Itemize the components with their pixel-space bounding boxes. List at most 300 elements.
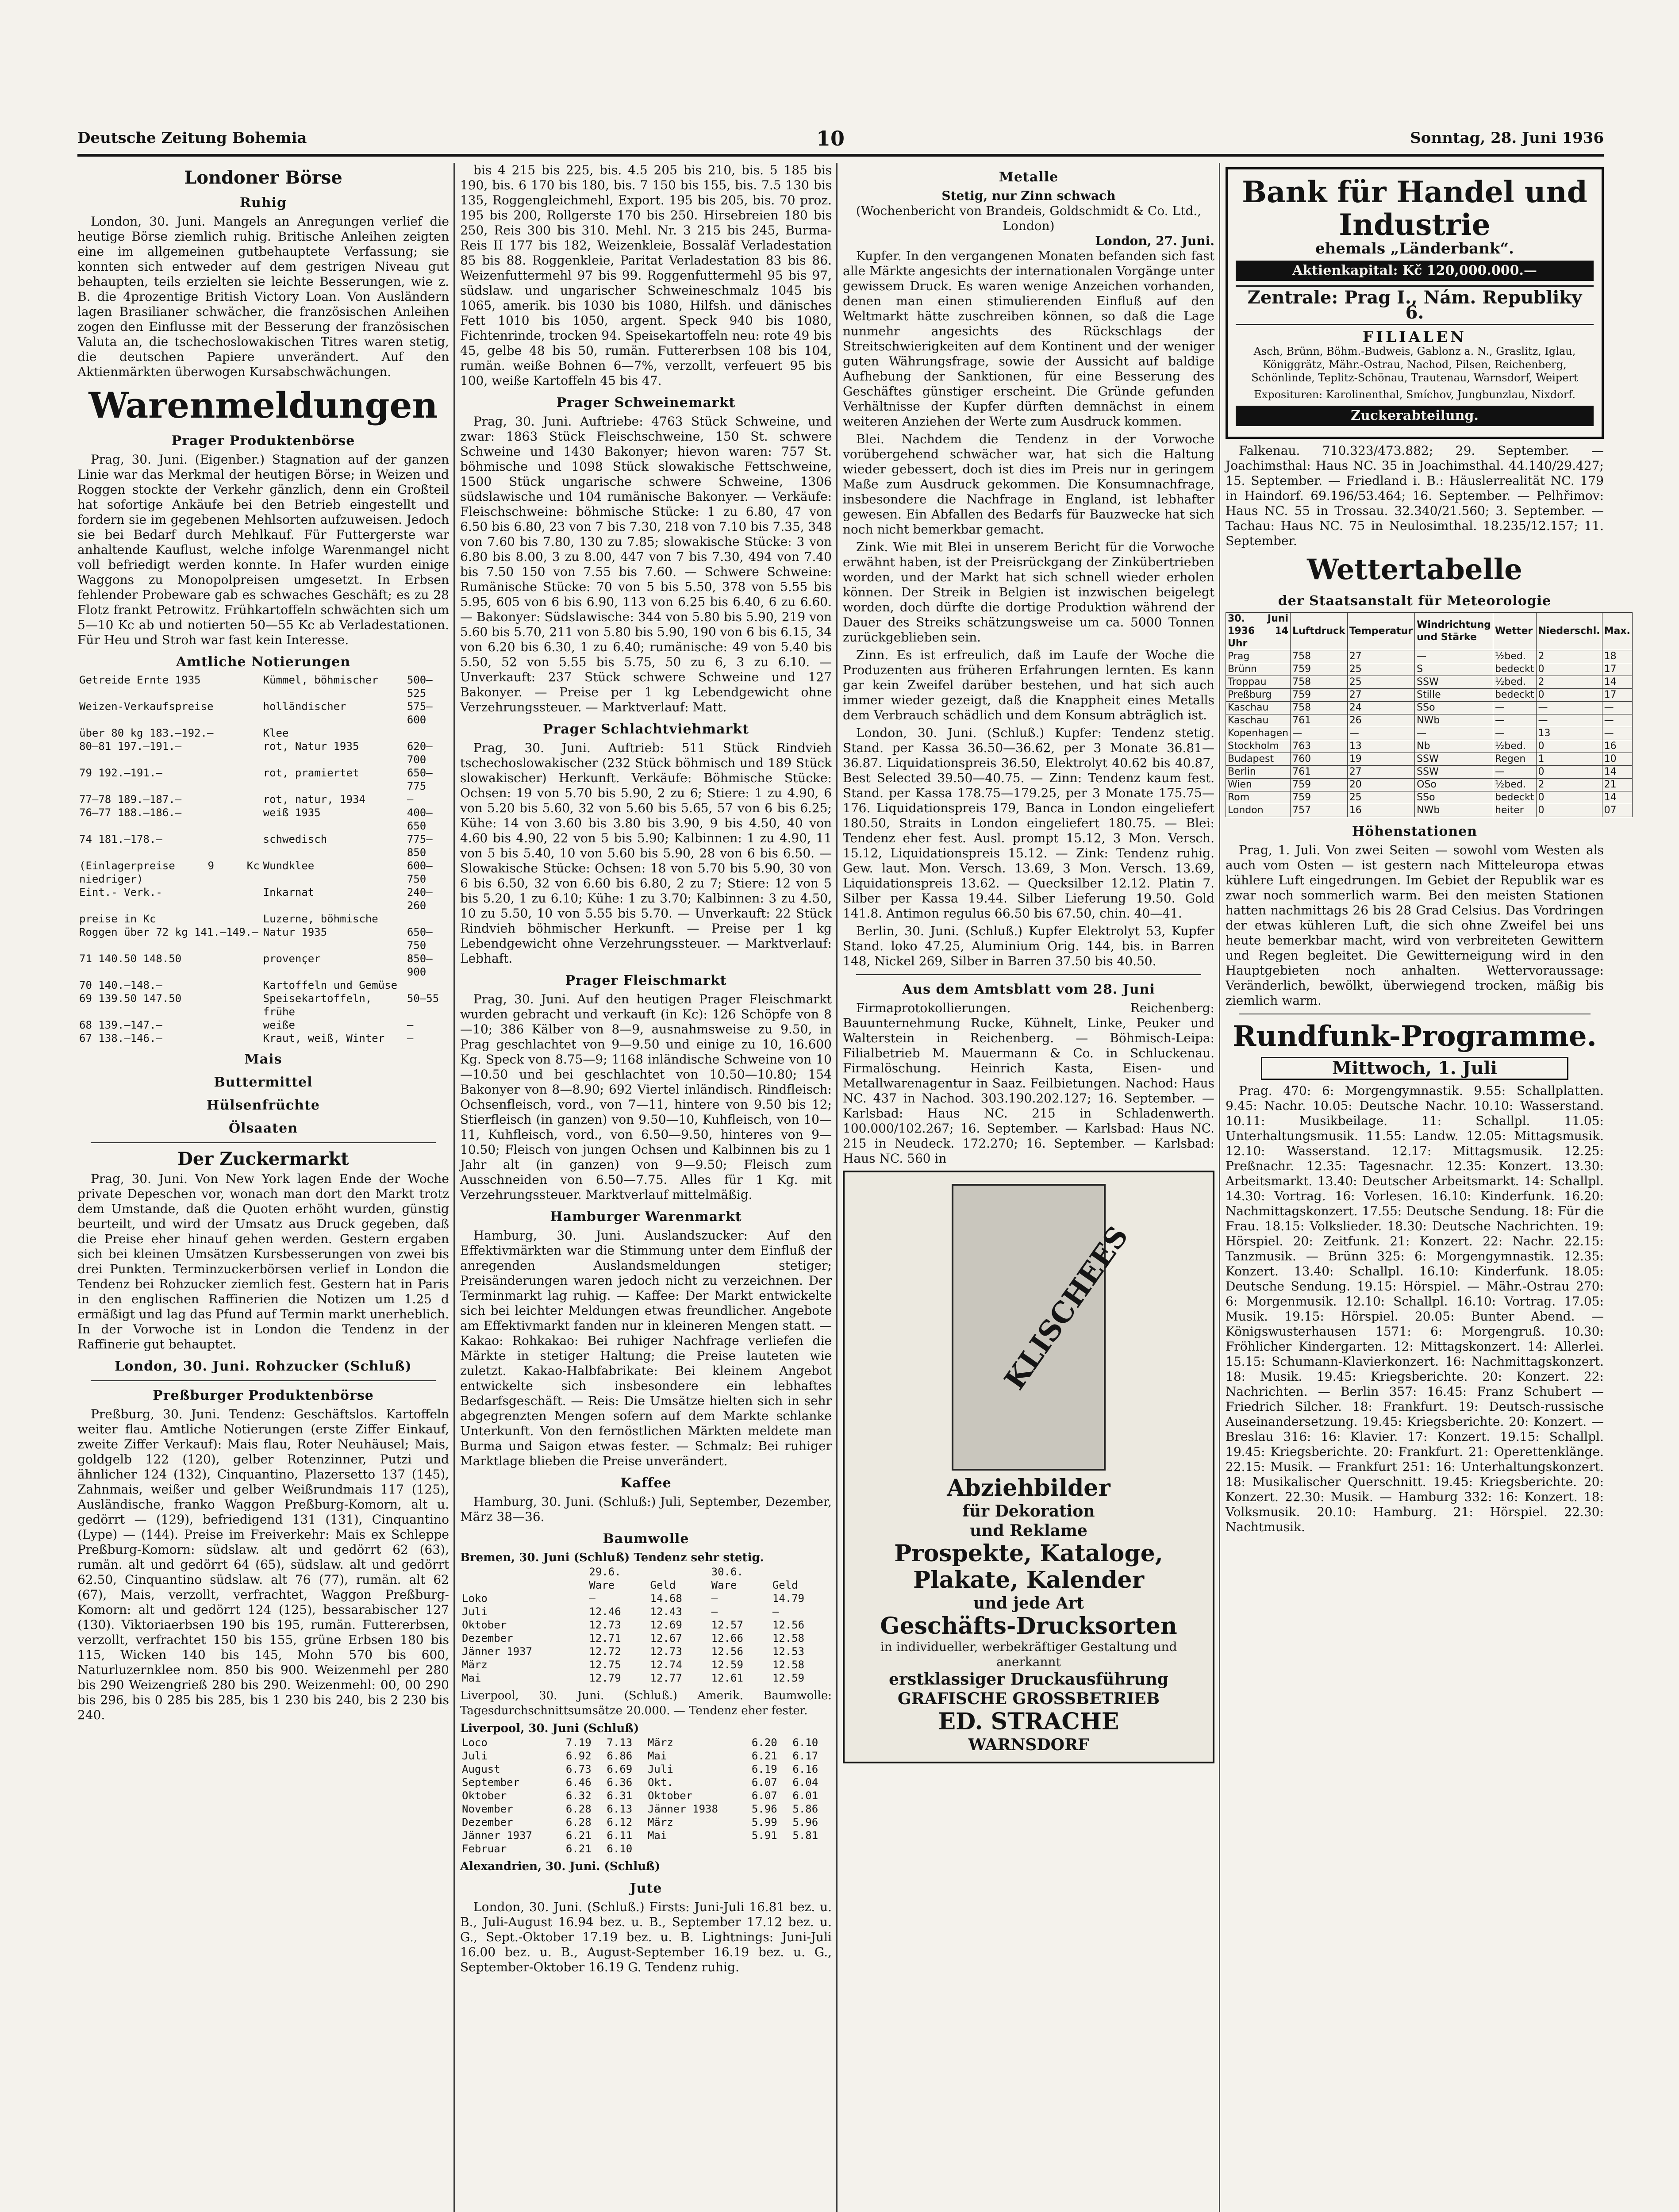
- table-cell: 12.53: [772, 1645, 805, 1658]
- metals-berlin-text: Berlin, 30. Juni. (Schluß.) Kupfer Elektrolyt 53, Kupfer Stand. loko 47.25, Aluminium Orig. 144, bis. in Barren 148, Nickel 269, Silber in Barren 37.50 bis 40.50.: [843, 924, 1214, 968]
- table-cell: 25: [1347, 791, 1414, 804]
- table-cell: 76—77 188.—186.—: [79, 806, 182, 819]
- table-cell: 27: [1347, 689, 1414, 702]
- bremen-row: [460, 1618, 832, 1632]
- jute-heading: Jute: [630, 1881, 662, 1896]
- table-cell: 0: [1536, 791, 1602, 804]
- table-cell: —: [407, 793, 414, 806]
- bremen-row: [460, 1658, 832, 1671]
- liverpool-row: [460, 1789, 832, 1802]
- table-cell: 650—750: [407, 926, 433, 952]
- table-cell: 6.10: [792, 1736, 818, 1749]
- table-cell: Kümmel, böhmischer: [263, 674, 378, 686]
- table-cell: Juli: [462, 1605, 488, 1618]
- table-cell: [649, 1565, 710, 1578]
- table-cell: 759: [1291, 689, 1348, 702]
- table-cell: 12.58: [772, 1632, 805, 1644]
- table-cell: 10: [1602, 753, 1632, 766]
- table-cell: 20: [1347, 779, 1414, 791]
- table-cell: 12.59: [772, 1672, 805, 1684]
- table-cell: rot, pramiertet: [263, 767, 359, 779]
- ad-line: und Reklame: [970, 1521, 1087, 1540]
- table-cell: Kaschau: [1226, 714, 1291, 727]
- table-cell: 2: [1536, 779, 1602, 791]
- table-cell: 6.01: [792, 1790, 818, 1802]
- quote-row: [77, 886, 449, 912]
- table-cell: 620—700: [407, 740, 433, 766]
- bank-headquarters: Zentrale: Prag I., Nám. Republiky 6.: [1236, 285, 1594, 325]
- quote-row: [77, 673, 449, 700]
- ad-line: Prospekte, Kataloge,: [894, 1540, 1163, 1567]
- table-cell: 5.99: [751, 1816, 777, 1828]
- bremen-row: [460, 1632, 832, 1645]
- table-cell: —: [1493, 702, 1536, 714]
- ad-line: Abziehbilder: [947, 1475, 1110, 1502]
- ad-company: ED. STRACHE: [938, 1708, 1119, 1735]
- table-cell: —: [1493, 714, 1536, 727]
- table-cell: Dezember: [462, 1816, 513, 1828]
- liverpool-row: [460, 1802, 832, 1816]
- table-cell: SSW: [1415, 753, 1493, 766]
- table-cell: ½bed.: [1493, 779, 1536, 791]
- pig-market-text: Prag, 30. Juni. Auftriebe: 4763 Stück Schweine, und zwar: 1863 Stück Fleischschweine, 150 St. schwere Schweine und 1430 Bakonyer; hievon waren: 757 St. böhmische und 1098 Stück slowakische Fettschweine, 1500 Stück ungarische schwere Schweine, 1306 südslawische und 104 rumänische Bakonyer. — Verkäufe: Fleischschweine: böhmische Stücke: 1 zu 6.80, 47 von 6.50 bis 6.80, 23 von 7 bis 7.30, 218 von 7.10 bis 7.35, 348 von 7.60 bis 7.80, 130 zu 7.85; slowakische Stücke: 3 von 6.80 bis 8.00, 3 zu 8.00, 447 von 7 bis 7.30, 494 von 7.40 bis 7.50 150 von 7.55 bis 7.60. — Schwere Schweine: Rumänische Stücke: 70 von 5 bis 5.50, 378 von 5.55 bis 5.95, 605 von 6 bis 6.90, 113 von 6.25 bis 6.40, 6 zu 6.60. — Bakonyer: Südslawische: 344 von 5.80 bis 5.90, 219 von 5.60 bis 5.70, 211 von 5.80 bis 5.90, 190 von 6 bis 6.15, 34 von 6.20 bis 6.30, 1 zu 6.40; rumänische: 49 von 5.40 bis 5.50, 52 von 5.55 bis 5.75, 50 zu 6, 3 zu 6.10. — Unverkauft: 237 Stück schwere Schweine und 127 Bakonyer. — Preise per 1 kg Lebendgewicht ohne Verzehrungssteuer. — Marktverlauf: Matt.: [460, 414, 832, 714]
- table-cell: 6.16: [792, 1763, 818, 1775]
- bremen-heading: Bremen, 30. Juni (Schluß) Tendenz sehr stetig.: [460, 1551, 764, 1564]
- table-cell: ½bed.: [1493, 650, 1536, 663]
- table-cell: weiße: [263, 1019, 295, 1031]
- table-cell: Kraut, weiß, Winter: [263, 1032, 385, 1045]
- table-cell: SSW: [1415, 766, 1493, 779]
- table-cell: London: [1226, 804, 1291, 817]
- table-cell: 7.13: [607, 1736, 633, 1749]
- table-cell: ½bed.: [1493, 740, 1536, 753]
- ad-line: Geschäfts-Drucksorten: [880, 1613, 1177, 1640]
- table-cell: —: [1415, 727, 1493, 740]
- table-cell: Okt.: [647, 1776, 673, 1789]
- london-exchange-subheading: Ruhig: [240, 195, 287, 211]
- table-cell: [460, 1565, 587, 1578]
- sugar-market-heading: Der Zuckermarkt: [177, 1148, 349, 1169]
- table-cell: 13: [1536, 727, 1602, 740]
- weather-column-header: Max.: [1602, 613, 1632, 650]
- table-cell: —: [1602, 702, 1632, 714]
- weather-row: [1226, 753, 1633, 766]
- table-cell: Mai: [647, 1750, 667, 1762]
- hamburg-market-heading: Hamburger Warenmarkt: [550, 1209, 742, 1225]
- page-header: [77, 129, 1604, 151]
- liverpool-heading: Liverpool, 30. Juni. (Schluß.) Amerik. Baumwolle: Tagesdurchschnittsumsätze 20.000. — Tendenz eher fester.: [460, 1689, 832, 1717]
- table-cell: Geld: [772, 1579, 798, 1591]
- table-cell: —: [1493, 766, 1536, 779]
- table-cell: 0: [1536, 766, 1602, 779]
- cotton-heading: Baumwolle: [603, 1531, 689, 1547]
- table-cell: 600—750: [407, 860, 433, 885]
- table-cell: Ware: [711, 1579, 737, 1591]
- table-cell: 7.19: [565, 1736, 592, 1749]
- table-cell: 1: [1536, 753, 1602, 766]
- bremen-row: [460, 1671, 832, 1685]
- table-cell: Kartoffeln und Gemüse: [263, 979, 398, 991]
- table-cell: 6.92: [565, 1750, 592, 1762]
- table-cell: 850—900: [407, 952, 433, 978]
- table-cell: 6.46: [565, 1776, 592, 1789]
- ad-line: Plakate, Kalender: [913, 1567, 1144, 1594]
- table-cell: 759: [1291, 791, 1348, 804]
- table-cell: 14.79: [772, 1592, 805, 1605]
- metals-heading: Metalle: [999, 169, 1059, 185]
- table-cell: Oktober: [462, 1619, 507, 1631]
- prague-produce-heading: Prager Produktenbörse: [171, 433, 355, 449]
- gazette-heading: Aus dem Amtsblatt vom 28. Juni: [902, 982, 1155, 997]
- continued-text: bis 4 215 bis 225, bis. 4.5 205 bis 210, bis. 5 185 bis 190, bis. 6 170 bis 180, bis. 7 150 bis 155, bis. 7.5 130 bis 135, Roggengleichmehl, Export. 195 bis 205, bis. 70 proz. 195 bis 200, Rollgerste 170 bis 250. Hirsebreien 180 bis 250, Reis 300 bis 310. Mehl. Nr. 3 215 bis 245, Burma-Reis II 177 bis 182, Weizenkleie, Bossaläf Verladestation 85 bis 88. Roggenkleie, Paritat Verladestation 83 bis 86. Weizenfuttermehl 97 bis 99. Roggenfuttermehl 95 bis 97, südslaw. und ungarischer Schweineschmalz 1045 bis 1065, amerik. bis 1030 bis 1080, Hilfsh. und dänisches Fett 1010 bis 1050, argent. Speck 940 bis 1080, Fichtenrinde, trocken 94. Speisekartoffeln neu: rote 49 bis 45, gelbe 48 bis 50, rumän. Futtererbsen 108 bis 104, rumän. weiße Bohnen 6—7%, verzollt, verfeuert 95 bis 100, weiße Kartoffeln 45 bis 47.: [460, 163, 832, 388]
- weather-row: [1226, 791, 1633, 804]
- table-cell: September: [462, 1776, 520, 1789]
- london-exchange-text: London, 30. Juni. Mangels an Anregungen verlief die heutige Börse ziemlich ruhig. Britische Anleihen zeigten eine im allgemeinen gutbehauptete Verfassung; sie konnten sich entweder auf dem gestrigen Niveau gut behaupten, teils erzielten sie leichte Besserungen, wie z. B. die 4prozentige British Victory Loan. Von Ausländern lagen Brasilianer schwächer, die französischen Anleihen zogen den Einflusse mit der Besserung der französischen Valuta an, die tschechoslowakischen Titres waren stetig, die deutschen Papiere unverändert. Auf den Aktienmärkten überwogen Kursabschwächungen.: [77, 214, 449, 379]
- weather-table-subheading: der Staatsanstalt für Meteorologie: [1278, 593, 1552, 609]
- table-cell: NWb: [1415, 714, 1493, 727]
- table-cell: holländischer: [263, 700, 346, 713]
- bank-subtitle: ehemals „Länderbank“.: [1315, 240, 1514, 257]
- ad-line: für Dekoration: [962, 1502, 1095, 1521]
- weather-row: [1226, 804, 1633, 817]
- table-cell: Kopenhagen: [1226, 727, 1291, 740]
- weather-table-heading: Wettertabelle: [1307, 553, 1522, 586]
- table-cell: 0: [1536, 740, 1602, 753]
- table-cell: 6.13: [607, 1803, 633, 1815]
- table-cell: —: [1415, 650, 1493, 663]
- table-cell: 6.21: [751, 1750, 777, 1762]
- jute-text: London, 30. Juni. (Schluß.) Firsts: Juni-Juli 16.81 bez. u. B., Juli-August 16.94 bez. u. B., September 17.12 bez. u. G., Sept.-Oktober 17.19 bez. u. B. Lightnings: Juni-Juli 16.00 bez. u. B., August-September 16.19 bez. u. G., September-Oktober 16.19 G. Tendenz ruhig.: [460, 1900, 832, 1974]
- table-cell: 24: [1347, 702, 1414, 714]
- bremen-row: [460, 1605, 832, 1618]
- alexandria-heading: Alexandrien, 30. Juni. (Schluß): [460, 1860, 661, 1873]
- table-cell: Natur 1935: [263, 926, 327, 938]
- table-cell: Stockholm: [1226, 740, 1291, 753]
- table-cell: 19: [1347, 753, 1414, 766]
- weather-column-header: 30. Juni 1936 14 Uhr: [1226, 613, 1291, 650]
- table-cell: Berlin: [1226, 766, 1291, 779]
- column-2: [460, 163, 832, 2212]
- table-cell: 12.56: [711, 1645, 743, 1658]
- table-cell: März: [647, 1816, 673, 1828]
- table-cell: 2: [1536, 650, 1602, 663]
- weather-table: [1226, 612, 1633, 817]
- table-cell: 758: [1291, 676, 1348, 689]
- pressburg-heading: Preßburger Produktenbörse: [153, 1388, 374, 1403]
- metals-source: (Wochenbericht von Brandeis, Goldschmidt & Co. Ltd., London): [856, 204, 1202, 233]
- gazette-continued-text: Falkenau. 710.323/473.882; 29. September. — Joachimsthal: Haus NC. 35 in Joachimsthal. 44.140/29.427; 15. September. — Friedland i. B.: Häuslerrealität NC. 179 in Haindorf. 69.196/53.464; 16. September. — Pelhřimov: Haus NC. 55 in Trossau. 32.340/21.560; 3. September. — Tachau: Haus NC. 75 in Neulosimthal. 18.235/12.157; 11. September.: [1226, 443, 1604, 548]
- table-cell: März: [462, 1659, 488, 1671]
- table-cell: November: [462, 1803, 513, 1815]
- weather-row: [1226, 740, 1633, 753]
- liverpool-row: [460, 1776, 832, 1789]
- weather-row: [1226, 650, 1633, 663]
- table-cell: 6.86: [607, 1750, 633, 1762]
- table-cell: 6.20: [751, 1736, 777, 1749]
- table-cell: 12.74: [650, 1659, 682, 1671]
- cattle-market-text: Prag, 30. Juni. Auftrieb: 511 Stück Rindvieh tschechoslowakischer (232 Stück böhmisch und 189 Stück slowakischer) Herkunft. Verkäufe: Böhmische Stücke: Ochsen: 19 von 5.70 bis 5.90, 2 zu 6; Stiere: 1 zu 4.90, 6 von 5.20 bis 5.60, 32 von 5.60 bis 5.65, 57 von 6 bis 6.25; Kühe: 14 von 3.60 bis 3.80 bis 3.90, 9 bis 4.50, 40 von 4.60 bis 4.90, 22 von 5 bis 5.90; Kalbinnen: 1 zu 4.90, 11 von 5 bis 5.40, 10 von 5.60 bis 5.90, 28 von 6 bis 6.50. — Slowakische Stücke: Ochsen: 18 von 5.70 bis 5.90, 30 von 6 bis 6.50, 32 von 6.60 bis 6.80, 2 zu 7; Stiere: 12 von 5 bis 5.20, 1 zu 6.10; Kühe: 1 zu 3.70; Kalbinnen: 3 zu 4.50, 10 zu 5.50, 10 von 5.55 bis 5.70. — Unverkauft: 22 Stück Rindvieh böhmischer Herkunft. — Preise per 1 kg Lebendgewicht ohne Verzehrungssteuer. — Marktverlauf: Lebhaft.: [460, 741, 832, 966]
- legumes-heading: Hülsenfrüchte: [207, 1098, 320, 1113]
- table-cell: Dezember: [462, 1632, 513, 1644]
- table-cell: 74 181.—178.—: [79, 833, 162, 845]
- liverpool-row: [460, 1816, 832, 1829]
- cattle-market-heading: Prager Schlachtviehmarkt: [543, 722, 749, 737]
- table-cell: 12.59: [711, 1659, 743, 1671]
- table-cell: 6.73: [565, 1763, 592, 1775]
- metals-tin-text: Zinn. Es ist erfreulich, daß im Laufe der Woche die Produzenten aus früheren Erfahrungen lernten. Es kann gar kein Zweifel darüber bestehen, und hat sich auch immer wieder gezeigt, daß die Knappheit eines Metalls dem Verbrauch schädlich und dem Konsum abträglich ist.: [843, 648, 1214, 722]
- table-cell: 12.61: [711, 1672, 743, 1684]
- table-cell: 25: [1347, 676, 1414, 689]
- table-cell: 6.10: [607, 1843, 633, 1855]
- table-cell: 14: [1602, 766, 1632, 779]
- table-cell: weiß 1935: [263, 806, 321, 819]
- table-cell: 50—55: [407, 992, 439, 1005]
- table-cell: (Einlagerpreise 9 Kc niedriger): [79, 860, 260, 885]
- official-quotes-table: [77, 673, 449, 1045]
- table-cell: Juli: [462, 1750, 488, 1762]
- table-cell: 500—525: [407, 674, 433, 699]
- table-cell: Geld: [650, 1579, 676, 1591]
- table-cell: 29.6.: [589, 1566, 621, 1578]
- bank-branches: Asch, Brünn, Böhm.-Budweis, Gablonz a. N., Graslitz, Iglau, Königgrätz, Mähr.-Ostrau, Nachod, Pilsen, Reichenberg, Schönlinde, Teplitz-Schönau, Trautenau, Warnsdorf, Weipert: [1251, 345, 1578, 384]
- radio-programme-text: Prag. 470: 6: Morgengymnastik. 9.55: Schallplatten. 9.45: Nachr. 10.05: Deutsche Nachr. 10.10: Wasserstand. 10.11: Musikbeilage. 11: Schallpl. 11.05: Unterhaltungsmusik. 11.55: Landw. 12.05: Mittagsmusik. 12.10: Wasserstand. 12.17: Mittagsmusik. 12.25: Preßnachr. 12.35: Tagesnachr. 12.35: Konzert. 13.30: Arbeitsmarkt. 13.40: Deutscher Arbeitsmarkt. 14: Schallpl. 14.30: Vortrag. 16: Vorlesen. 16.10: Kinderfunk. 16.20: Nachmittagskonzert. 17.55: Deutsche Sendung. 18: Für die Frau. 18.15: Volkslieder. 18.30: Deutsche Nachrichten. 19: Hörspiel. 20: Zeitfunk. 21: Konzert. 22: Nachr. 22.15: Tanzmusik. — Brünn 325: 6: Morgengymnastik. 12.35: Konzert. 13.40: Schallpl. 16.10: Kinderfunk. 18.05: Deutsche Sendung. 19.15: Hörspiel. — Mähr.-Ostrau 270: 6: Morgenmusik. 12.10: Schallpl. 16.10: Vortrag. 17.05: Musik. 19.15: Hörspiel. 20.05: Bunter Abend. — Königswusterhausen 1571: 6: Morgengruß. 10.30: Fröhlicher Kindergarten. 12: Mittagskonzert. 14: Allerlei. 15.15: Schumann-Klavierkonzert. 16: Nachmittagskonzert. 18: Musik. 19.45: Kriegsberichte. 20: Konzert. 22: Nachrichten. — Berlin 357: 16.45: Franz Schubert — Friedrich Silcher. 18: Frankfurt. 19: Deutsch-russische Auseinandersetzung. 19.45: Kriegsberichte. 20: Konzert. — Breslau 316: 16: Klavier. 17: Konzert. 19.15: Schallpl. 19.45: Kriegsberichte. 20: Frankfurt. 21: Operettenklänge. 22.15: Musik. — Frankfurt 251: 16: Unterhaltungskonzert. 18: Musikalischer Querschnitt. 19.45: Kriegsberichte. 20: Konzert. 22.30: Musik. — Hamburg 332: 16: Konzert. 18: Volksmusik. 20.10: Hamburg. 21: Hörspiel. 22.30: Nachtmusik.: [1226, 1083, 1604, 1534]
- metals-london-text: London, 30. Juni. (Schluß.) Kupfer: Tendenz stetig. Stand. per Kassa 36.50—36.62, per 3 Monate 36.81—36.87. Liquidationspreis 36.50, Elektrolyt 40.62 bis 40.87, Best Selected 39.50—40.75. — Zinn: Tendenz kaum fest. Stand. per Kassa 178.75—179.25, per 3 Monate 175.75—176. Liquidationspreis 179, Banca in London eingeliefert 180.50, Straits in London eingeliefert 180.75. — Blei: Tendenz eher fest. Ausl. prompt 15.12, 3 Mon. Versch. 15.12, Liquidationspreis 15.12. — Zink: Tendenz ruhig. Gew. laut. Mon. Versch. 13.69, 3 Mon. Versch. 13.69, Liquidationspreis 13.62. — Quecksilber 12.12. Platin 7. Silber per Kassa 19.44. Silber Lieferung 19.50. Gold 141.8. Antimon regulus 66.50 bis 67.50, chin. 40—41.: [843, 726, 1214, 921]
- header-rule: [77, 154, 1604, 157]
- table-cell: 5.81: [792, 1829, 818, 1842]
- column-divider: [1219, 163, 1220, 2212]
- table-cell: 69 139.50 147.50: [79, 992, 182, 1005]
- column-4: [1226, 163, 1630, 2212]
- table-cell: 575—600: [407, 700, 433, 726]
- table-cell: 12.73: [650, 1645, 682, 1658]
- table-cell: 12.77: [650, 1672, 682, 1684]
- table-cell: Oktober: [647, 1790, 693, 1802]
- ad-line: GRAFISCHE GROSSBETRIEB: [897, 1690, 1160, 1708]
- table-cell: 17: [1602, 663, 1632, 676]
- table-cell: 21: [1602, 779, 1632, 791]
- quote-row: [77, 766, 449, 793]
- metals-copper-text: Kupfer. In den vergangenen Monaten befanden sich fast alle Märkte angesichts der internationalen Vorgänge unter gewissem Druck. Es waren wenige Anzeichen vorhanden, denen man einen stimulierenden Einfluß auf den Weltmarkt hätte zuschreiben können, so daß die Lage nunmehr angesichts des Rückschlags der Streitschwierigkeiten auf dem Kontinent und der weniger guten Währungsfrage, sowie der Aussicht auf baldige Aufhebung der Sanktionen, für eine Besserung des Geschäftes günstiger erscheint. Die Gründe gefunden Verhältnisse der Kupfer dürften demnächst in einem weiteren Anziehen der Werte zum Ausdruck kommen.: [843, 249, 1214, 429]
- table-cell: 6.17: [792, 1750, 818, 1762]
- weather-row: [1226, 779, 1633, 791]
- quote-row: [77, 926, 449, 952]
- radio-day-box: Mittwoch, 1. Juli: [1261, 1057, 1568, 1080]
- table-cell: [750, 1842, 791, 1855]
- table-cell: 758: [1291, 702, 1348, 714]
- table-cell: provençer: [263, 952, 321, 965]
- table-cell: heiter: [1493, 804, 1536, 817]
- table-cell: Weizen-Verkaufspreise: [79, 700, 214, 713]
- table-cell: Rom: [1226, 791, 1291, 804]
- quote-row: [77, 912, 449, 926]
- liverpool-table: [460, 1736, 832, 1855]
- weather-row: [1226, 689, 1633, 702]
- table-cell: 6.36: [607, 1776, 633, 1789]
- bremen-table: [460, 1565, 832, 1685]
- coffee-text: Hamburg, 30. Juni. (Schluß:) Juli, September, Dezember, März 38—36.: [460, 1494, 832, 1524]
- liverpool-row: [460, 1749, 832, 1763]
- ad-city: WARNSDORF: [968, 1736, 1089, 1754]
- quote-row: [77, 833, 449, 859]
- table-cell: —: [1536, 702, 1602, 714]
- quote-row: [77, 700, 449, 726]
- column-1: [77, 163, 449, 2212]
- bank-sugar-dept: Zuckerabteilung.: [1236, 406, 1594, 426]
- table-cell: Brünn: [1226, 663, 1291, 676]
- table-cell: —: [1602, 727, 1632, 740]
- quote-row: [77, 806, 449, 833]
- table-cell: SSW: [1415, 676, 1493, 689]
- table-cell: rot, natur, 1934: [263, 793, 365, 806]
- table-cell: —: [711, 1592, 718, 1605]
- table-cell: —: [1602, 714, 1632, 727]
- table-cell: bedeckt: [1493, 791, 1536, 804]
- metals-dateline: London, 27. Juni.: [1095, 234, 1214, 248]
- table-cell: 67 138.—146.—: [79, 1032, 162, 1045]
- column-3: [843, 163, 1214, 2212]
- table-cell: 14: [1602, 791, 1632, 804]
- newspaper-name: Deutsche Zeitung Bohemia: [77, 129, 307, 147]
- table-cell: 6.32: [565, 1790, 592, 1802]
- table-cell: 6.21: [565, 1843, 592, 1855]
- table-cell: 5.86: [792, 1803, 818, 1815]
- page-number: 10: [816, 127, 845, 150]
- table-cell: 12.72: [589, 1645, 621, 1658]
- table-cell: [646, 1842, 750, 1855]
- table-cell: —: [407, 1019, 414, 1031]
- table-cell: Wien: [1226, 779, 1291, 791]
- london-sugar-heading: London, 30. Juni. Rohzucker (Schluß): [115, 1359, 412, 1374]
- weather-column-header: Luftdruck: [1291, 613, 1348, 650]
- table-cell: Jänner 1937: [462, 1645, 532, 1658]
- bremen-row: [460, 1565, 832, 1578]
- table-cell: 6.11: [607, 1829, 633, 1842]
- table-cell: SSo: [1415, 702, 1493, 714]
- weather-row: [1226, 766, 1633, 779]
- table-cell: 0: [1536, 663, 1602, 676]
- weather-column-header: Wetter: [1493, 613, 1536, 650]
- table-cell: Loko: [462, 1592, 488, 1605]
- table-cell: 760: [1291, 753, 1348, 766]
- table-cell: Regen: [1493, 753, 1536, 766]
- metals-zinc-text: Zink. Wie mit Blei in unserem Bericht für die Vorwoche erwähnt haben, ist der Preisrückgang der Zinkübertrieben worden, und der Markt hat sich schnell wieder erholen können. Der Streik in Belgien ist inzwischen beigelegt worden, doch dürfte die dortige Produktion während der Dauer des Streiks schätzungsweise um ca. 5000 Tonnen zurückgeblieben sein.: [843, 540, 1214, 645]
- table-cell: —: [711, 1605, 718, 1618]
- table-cell: [771, 1565, 832, 1578]
- table-cell: 30.6.: [711, 1566, 743, 1578]
- table-cell: 13: [1347, 740, 1414, 753]
- table-cell: 70 140.—148.—: [79, 979, 162, 991]
- table-cell: 68 139.—147.—: [79, 1019, 162, 1031]
- table-cell: Luzerne, böhmische: [263, 913, 378, 925]
- table-cell: 79 192.—191.—: [79, 767, 162, 779]
- table-cell: Speisekartoffeln, frühe: [263, 992, 372, 1018]
- bank-advertisement: [1226, 167, 1604, 439]
- table-cell: 07: [1602, 804, 1632, 817]
- table-cell: 6.19: [751, 1763, 777, 1775]
- table-cell: —: [1536, 714, 1602, 727]
- table-cell: Jänner 1937: [462, 1829, 532, 1842]
- table-cell: —: [1291, 727, 1348, 740]
- table-cell: rot, Natur 1935: [263, 740, 359, 753]
- table-cell: [791, 1842, 832, 1855]
- table-cell: 12.46: [589, 1605, 621, 1618]
- ad-line: erstklassiger Druckausführung: [889, 1670, 1168, 1689]
- table-cell: bedeckt: [1493, 689, 1536, 702]
- quote-row: [77, 1018, 449, 1032]
- quote-row: [77, 859, 449, 886]
- table-cell: 0: [1536, 804, 1602, 817]
- weather-column-header: Niederschl.: [1536, 613, 1602, 650]
- table-cell: Mai: [647, 1829, 667, 1842]
- radio-programme-heading: Rundfunk-Programme.: [1233, 1020, 1597, 1053]
- table-cell: 6.04: [792, 1776, 818, 1789]
- table-cell: 14: [1602, 676, 1632, 689]
- liverpool-row: [460, 1842, 832, 1855]
- table-cell: 6.31: [607, 1790, 633, 1802]
- table-cell: 17: [1602, 689, 1632, 702]
- issue-date: Sonntag, 28. Juni 1936: [1410, 129, 1604, 147]
- table-cell: —: [407, 1032, 414, 1045]
- meat-market-text: Prag, 30. Juni. Auf den heutigen Prager Fleischmarkt wurden gebracht und verkauft (in Kc): 126 Schöpfe von 8—10; 386 Kälber von 8—9, ausnahmsweise zu 9.50, in Prag geschlachtet von 9—9.50 und einige zu 10, 16.600 Kg. Speck von 8.75—9; 1168 inländische Schweine von 10—10.50 und bei geschlachtet von 10.50—10.80; 154 Bakonyer von 8—8.90; 692 Viertel inländisch. Rindfleisch: Ochsenfleisch, vord., von 7—11, hintere von 9.50 bis 12; Stierfleisch (in ganzen) von 9.50—10, Kuhfleisch, von 10—11, Kuhfleisch, vord., von 6.50—9.50, hinteres von 9—10.50; Fleisch von jungen Ochsen und Kalbinnen bis zu 1 Jahr alt (in ganzen) von 9—9.50; Fleisch zum Ausschneiden von 6.50—7.75. Alles für 1 Kg. mit Verzehrungssteuer. Marktverlauf mittelmäßig.: [460, 992, 832, 1202]
- sugar-market-text: Prag, 30. Juni. Von New York lagen Ende der Woche private Depeschen vor, wonach man dort den Markt trotz dem Umstande, daß die Quoten erhöht wurden, günstig beurteilt, und wird der Umsatz aus Druck gegeben, daß die Preise eher hinauf gehen werden. Gestern ergaben sich bei kleinen Umsätzen Kursbesserungen von zwei bis drei Punkten. Terminzuckerbörsen verlief in London die Tendenz bei Rohzucker ziemlich fest. Gestern hat in Paris in den englischen Raffinerien die Notizen um 1.25 d ermäßigt und lag das Pfund auf Termin markt unerheblich. In der Vorwoche ist in London die Tendenz in der Raffinerie gut behauptet.: [77, 1171, 449, 1352]
- table-cell: 12.67: [650, 1632, 682, 1644]
- metals-subheading: Stetig, nur Zinn schwach: [941, 188, 1116, 203]
- table-cell: 5.91: [751, 1829, 777, 1842]
- table-cell: Kaschau: [1226, 702, 1291, 714]
- section-rule: [856, 974, 1201, 975]
- table-cell: Oktober: [462, 1790, 507, 1802]
- liverpool-row: [460, 1736, 832, 1749]
- official-quotes-heading: Amtliche Notierungen: [176, 654, 351, 670]
- liverpool-row: [460, 1829, 832, 1842]
- table-cell: Klee: [263, 727, 289, 739]
- table-cell: 16: [1602, 740, 1632, 753]
- table-cell: 5.96: [751, 1803, 777, 1815]
- table-cell: 5.96: [792, 1816, 818, 1828]
- table-cell: Budapest: [1226, 753, 1291, 766]
- table-cell: 12.69: [650, 1619, 682, 1631]
- table-cell: August: [462, 1763, 500, 1775]
- table-cell: 2: [1536, 676, 1602, 689]
- table-cell: 6.12: [607, 1816, 633, 1828]
- quote-row: [77, 979, 449, 992]
- column-divider: [836, 163, 838, 2212]
- table-cell: —: [589, 1592, 596, 1605]
- table-cell: 12.58: [772, 1659, 805, 1671]
- table-cell: ½bed.: [1493, 676, 1536, 689]
- table-cell: 6.28: [565, 1816, 592, 1828]
- liverpool-row: [460, 1763, 832, 1776]
- table-cell: OSo: [1415, 779, 1493, 791]
- liverpool-table-heading: Liverpool, 30. Juni (Schluß): [460, 1722, 639, 1735]
- table-cell: 12.43: [650, 1605, 682, 1618]
- table-cell: 6.07: [751, 1790, 777, 1802]
- section-rule: [91, 1380, 436, 1381]
- table-cell: —: [772, 1605, 779, 1618]
- table-cell: 6.07: [751, 1776, 777, 1789]
- table-cell: SSo: [1415, 791, 1493, 804]
- table-cell: 6.21: [565, 1829, 592, 1842]
- table-cell: schwedisch: [263, 833, 327, 845]
- table-cell: Troppau: [1226, 676, 1291, 689]
- weather-forecast-text: Prag, 1. Juli. Von zwei Seiten — sowohl vom Westen als auch vom Osten — ist gestern nach Mitteleuropa etwas kühlere Luft eingedrungen. Im Gebiet der Republik war es zwar noch sommerlich warm. Bei den meisten Stationen hatten nachmittags 26 bis 28 Grad Celsius. Das Vordringen der etwas kühleren Luft, die sich ohne Zweifel bei uns heute bemerkbar macht, wird von verbreiteten Gewittern und Regen begleitet. Die Gewitterneigung wird in den Hauptgebieten noch anhalten. Wettervoraussage: Veränderlich, bewölkt, überwiegend trocken, mäßig bis ziemlich warm.: [1226, 843, 1604, 1008]
- section-rule: [91, 1142, 436, 1143]
- table-cell: 763: [1291, 740, 1348, 753]
- table-cell: 12.71: [589, 1632, 621, 1644]
- table-cell: Nb: [1415, 740, 1493, 753]
- bremen-row: [460, 1645, 832, 1658]
- bank-capital: Aktienkapital: Kč 120,000.000.—: [1236, 261, 1594, 281]
